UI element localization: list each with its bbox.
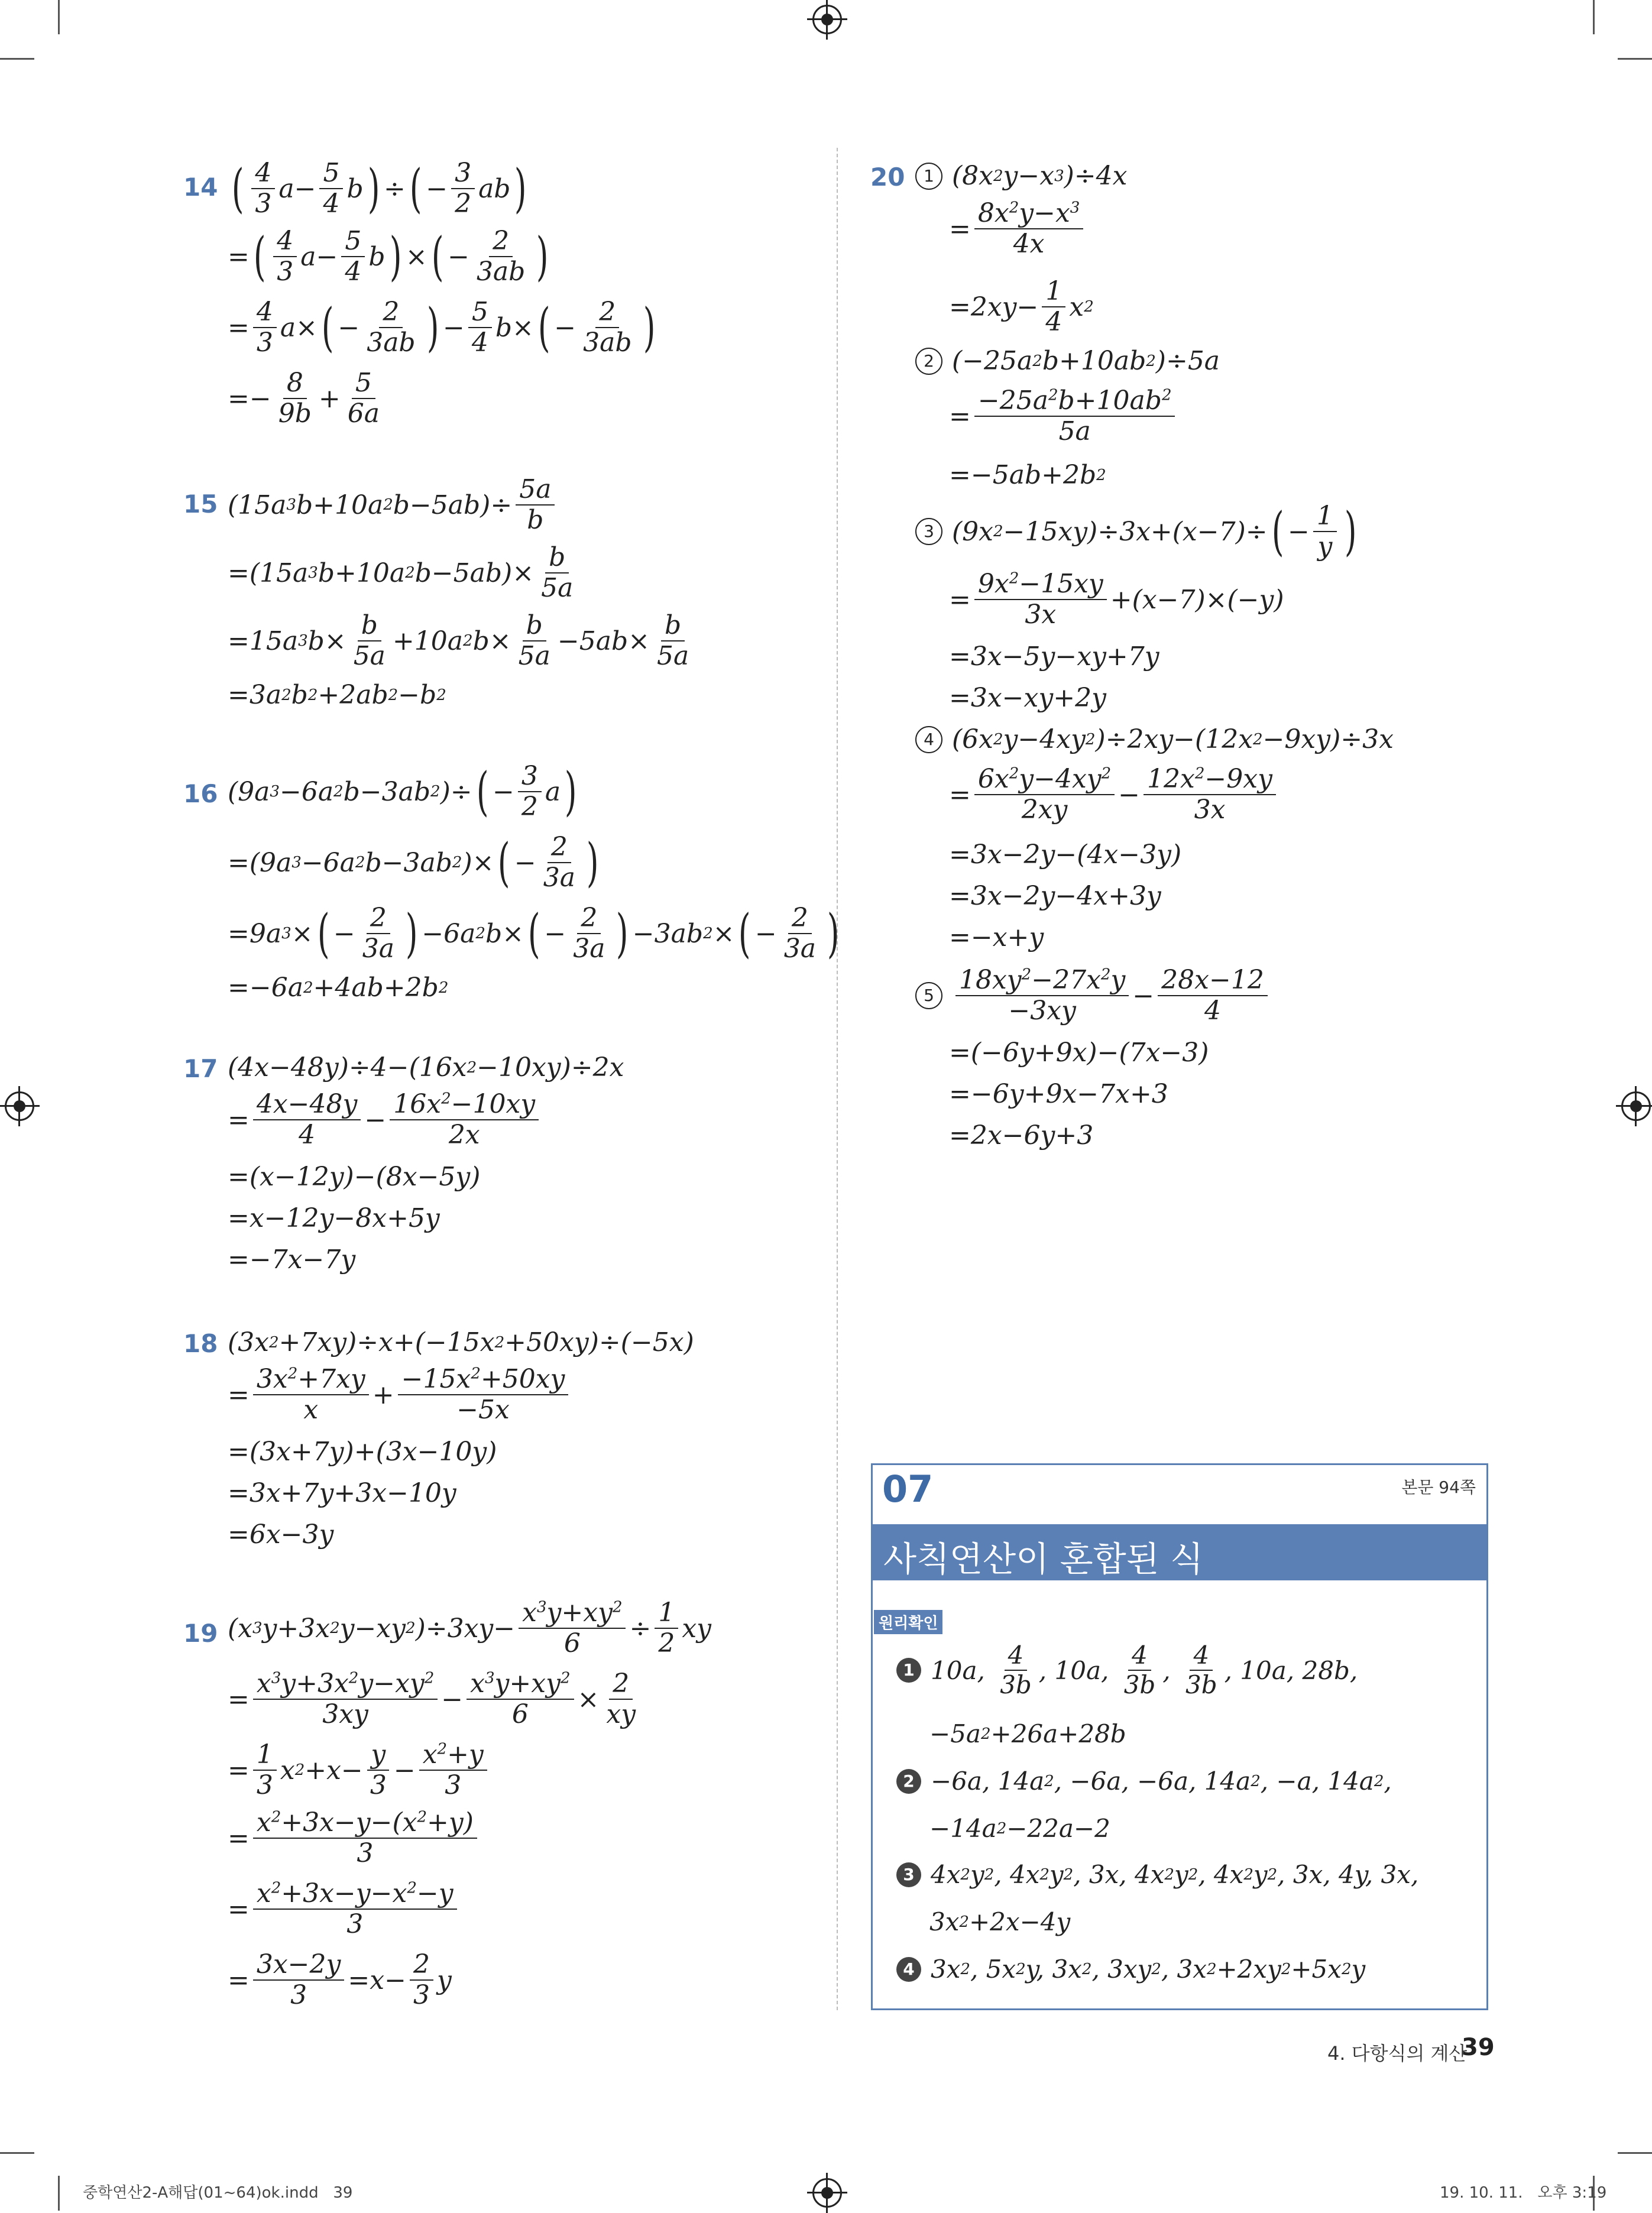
answer-marker: 1 [896, 1658, 921, 1683]
registration-mark-icon [812, 2178, 842, 2208]
answer-line: 2 −6a, 14a 2 , −6a, −6a, 14a 2 , −a, 14a 2 , [896, 1767, 1392, 1796]
chapter-label: 4. 다항식의 계산 [1327, 2042, 1468, 2065]
math-line: =3x−xy+2y [949, 683, 1106, 713]
math-line: (4x−48y)÷4−(16x 2 −10xy)÷2x [228, 1052, 624, 1083]
crop-mark [1618, 2152, 1652, 2154]
badge: 원리확인 [874, 1610, 942, 1634]
answer-line: 3 4x 2 y 2 , 4x 2 y 2 , 3x, 4x 2 y 2 , 4x 2 y 2 , 3x, 4y, 3x, [896, 1860, 1418, 1889]
math-line: = $\frac{3x^2+7xy}{x}$ + $\frac{-15x^2+50xy}{-5x}$ [228, 1366, 572, 1424]
math-line: = $\frac{x^2+3x-y-x^2-y}{3}$ [228, 1880, 461, 1938]
section-box [871, 1463, 1488, 2010]
math-line: =−6a 2 +4ab+2b 2 [228, 973, 449, 1003]
math-line: = $\frac{x^3y+3x^2y-xy^2}{3xy}$ − $\frac{x^3y+xy^2}{6}$ × $\frac{2}{xy}$ [228, 1668, 636, 1730]
math-line: (9a 3 −6a 2 b−3ab 2 )÷ ( − $\frac{3}{2}$ a ) [228, 761, 577, 822]
math-line: 3 (9x 2 −15xy)÷3x+(x−7)÷ ( − $\frac{1}{y}$ ) [915, 503, 1361, 560]
math-line: =−5ab+2b 2 [949, 460, 1106, 490]
problem-number: 18 [183, 1329, 218, 1358]
math-line: =− $\frac{8}{9b}$ + $\frac{5}{6a}$ [228, 368, 380, 429]
math-line: 4 (6x 2 y−4xy 2 )÷2xy−(12x 2 −9xy)÷3x [915, 724, 1394, 754]
math-line: 2 (−25a 2 b+10ab 2 )÷5a [915, 346, 1220, 376]
problem-number: 20 [870, 163, 905, 192]
answer-marker: 3 [896, 1862, 921, 1887]
math-line: =6x−3y [228, 1519, 334, 1550]
file-slug: 중학연산2-A해답(01~64)ok.indd 39 [83, 2184, 353, 2202]
math-line: =(15a 3 b+10a 2 b−5ab)× $\frac{b}{5a}$ [228, 542, 574, 604]
problem-number: 17 [183, 1054, 218, 1083]
problem-number: 15 [183, 490, 218, 519]
math-line: =15a 3 b× $\frac{b}{5a}$ +10a 2 b× $\frac{b}{5a}$ −5ab× $\frac{b}{5a}$ [228, 610, 689, 672]
problem-number: 19 [183, 1619, 218, 1648]
math-line: =(−6y+9x)−(7x−3) [949, 1038, 1209, 1068]
math-line: =3x+7y+3x−10y [228, 1478, 456, 1508]
answer-line: 1 10a, $\frac{4}{3b}$ , 10a, $\frac{4}{3b}$ , $\frac{4}{3b}$ , 10a, 28b, [896, 1642, 1358, 1698]
column-divider [837, 148, 838, 2010]
crop-mark [0, 58, 34, 60]
math-line: ( $\frac{4}{3}$ a− $\frac{5}{4}$ b ) ÷ ( − $\frac{3}{2}$ ab ) [231, 158, 527, 219]
answer-line: 4 3x 2 , 5x 2 y, 3x 2 , 3xy 2 , 3x 2 +2xy 2 +5x 2 y [896, 1955, 1365, 1984]
math-line: =3x−2y−(4x−3y) [949, 840, 1182, 870]
math-line: = $\frac{9x^2-15xy}{3x}$ +(x−7)×(−y) [949, 569, 1284, 630]
section-page-ref: 본문 94쪽 [1401, 1478, 1476, 1497]
math-line: 5 $\frac{18xy^2-27x^2y}{-3xy}$ − $\frac{28x-12}{4}$ [915, 967, 1271, 1025]
math-line: = $\frac{6x^2y-4xy^2}{2xy}$ − $\frac{12x^2-9xy}{3x}$ [949, 766, 1280, 824]
registration-mark-icon [5, 1091, 34, 1121]
math-line: =3x−2y−4x+3y [949, 881, 1161, 911]
math-line: =2xy− $\frac{1}{4}$ x 2 [949, 276, 1094, 338]
math-line: =(9a 3 −6a 2 b−3ab 2 )× ( − $\frac{2}{3a}$ ) [228, 832, 599, 893]
registration-mark-icon [812, 5, 842, 34]
problem-number: 14 [183, 173, 218, 202]
crop-mark [0, 2152, 34, 2154]
math-line: = $\frac{1}{3}$ x 2 +x− $\frac{y}{3}$ − $\frac{x^2+y}{3}$ [228, 1741, 491, 1799]
math-line: = $\frac{-25a^2b+10ab^2}{5a}$ [949, 387, 1178, 445]
crop-mark [58, 2176, 60, 2211]
math-line: =(x−12y)−(8x−5y) [228, 1162, 481, 1192]
section-number: 07 [882, 1467, 934, 1511]
registration-mark-icon [1621, 1091, 1651, 1121]
answer-line: −14a 2 −22a−2 [929, 1814, 1110, 1843]
answer-marker: 2 [896, 1769, 921, 1794]
math-line: = $\frac{4}{3}$ a× ( − $\frac{2}{3ab}$ ) − $\frac{5}{4}$ b× ( − $\frac{2}{3ab}$ ) [228, 297, 655, 358]
math-line: =−7x−7y [228, 1245, 356, 1275]
math-line: =−6y+9x−7x+3 [949, 1079, 1168, 1109]
math-line: = ( $\frac{4}{3}$ a− $\frac{5}{4}$ b ) × ( − $\frac{2}{3ab}$ ) [228, 226, 549, 287]
math-line: = $\frac{4x-48y}{4}$ − $\frac{16x^2-10xy}{2x}$ [228, 1091, 542, 1149]
math-line: = $\frac{8x^2y-x^3}{4x}$ [949, 200, 1087, 258]
math-line: =3x−5y−xy+7y [949, 641, 1159, 672]
crop-mark [1593, 0, 1595, 34]
math-line: =(3x+7y)+(3x−10y) [228, 1437, 497, 1467]
math-line: (15a 3 b+10a 2 b−5ab)÷ $\frac{5a}{b}$ [228, 476, 558, 534]
math-line: =3a 2 b 2 +2ab 2 −b 2 [228, 680, 446, 710]
answer-line: −5a 2 +26a+28b [929, 1719, 1126, 1748]
math-line: (3x 2 +7xy)÷x+(−15x 2 +50xy)÷(−5x) [228, 1327, 694, 1357]
math-line: =x−12y−8x+5y [228, 1203, 440, 1233]
section-title: 사칙연산이 혼합된 식 [883, 1539, 1204, 1579]
answer-line: 3x 2 +2x−4y [929, 1907, 1071, 1936]
math-line: =9a 3 × ( − $\frac{2}{3a}$ ) −6a 2 b× ( − $\frac{2}{3a}$ ) −3ab 2 × ( − $\frac{2}{3a}$ ) [228, 903, 840, 964]
math-line: =2x−6y+3 [949, 1120, 1094, 1151]
math-line: 1 (8x 2 y−x 3 )÷4x [915, 161, 1127, 191]
crop-mark [1618, 58, 1652, 60]
print-date: 19. 10. 11. 오후 3:19 [1440, 2184, 1607, 2202]
crop-mark [58, 0, 60, 34]
answer-marker: 4 [896, 1957, 921, 1982]
page-number: 39 [1462, 2034, 1495, 2061]
problem-number: 16 [183, 779, 218, 808]
math-line: (x 3 y+3x 2 y−xy 2 )÷3xy− $\frac{x^3y+xy^2}{6}$ ÷ $\frac{1}{2}$ xy [228, 1598, 712, 1659]
math-line: =−x+y [949, 922, 1044, 952]
math-line: = $\frac{x^2+3x-y-(x^2+y)}{3}$ [228, 1809, 481, 1867]
math-line: = $\frac{3x-2y}{3}$ =x− $\frac{2}{3}$ y [228, 1949, 452, 2011]
